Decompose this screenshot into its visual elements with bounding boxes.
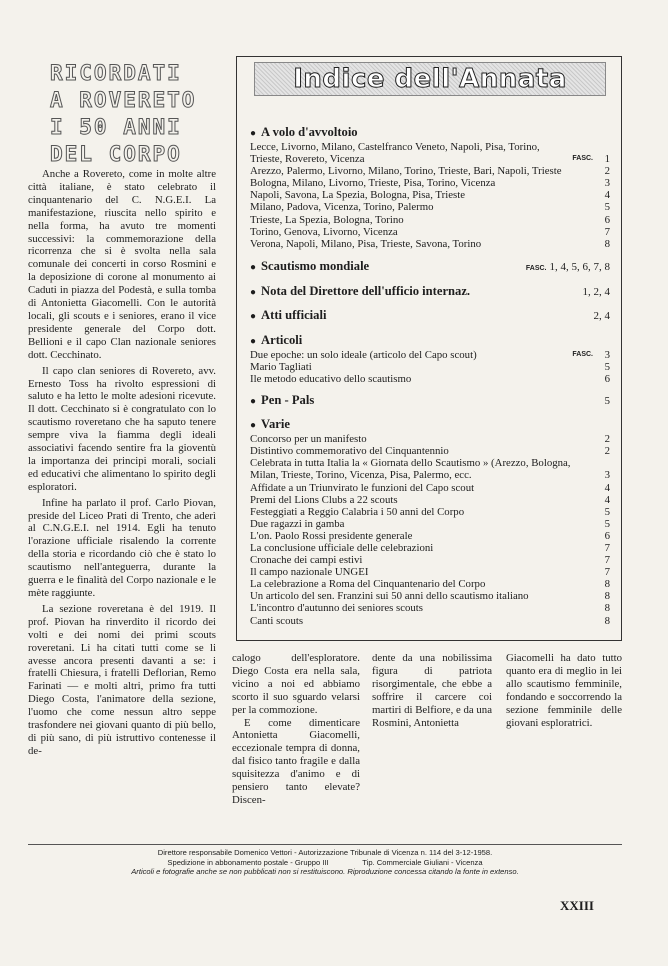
index-entry-text: L'on. Paolo Rossi presidente generale (250, 529, 413, 542)
index-section-heading (250, 284, 610, 300)
index-entry-text: Lecce, Livorno, Milano, Castelfranco Veneto, Napoli, Pisa, Torino, Trieste, Rovereto, Vicenza (250, 141, 540, 166)
article-title-line-1: RICORDATI (50, 61, 182, 85)
index-entry-text: La celebrazione a Roma del Cinquantenario del Corpo (250, 578, 486, 591)
fasc-label: FASC. (572, 350, 593, 358)
index-section-heading (250, 125, 610, 141)
index-entry-page: 8 (604, 614, 610, 627)
bullet-icon: ● (250, 335, 257, 347)
article-body (28, 168, 216, 761)
index-section (250, 308, 610, 324)
index-entry-page: 8 (604, 578, 610, 591)
index-section-pages: 1, 2, 4 (582, 285, 610, 298)
index-entry-text: Canti scouts (250, 614, 304, 627)
index-entry-text: Verona, Napoli, Milano, Pisa, Trieste, Savona, Torino (250, 237, 482, 250)
index-entry (250, 201, 610, 213)
index-entry (250, 445, 610, 457)
index-entry (250, 373, 610, 385)
index-entry-page: 7 (604, 541, 610, 554)
index-section (250, 259, 610, 276)
article-title-line-2: A ROVERETO (50, 88, 197, 112)
index-entry-text: Concorso per un manifesto (250, 433, 367, 446)
imprint-line-2: Spedizione in abbonamento postale - Gruppo III Tip. Commerciale Giuliani - Vicenza (167, 857, 483, 867)
index-entry (250, 361, 610, 373)
index-entry-page: 4 (604, 481, 610, 494)
index-content (250, 117, 610, 627)
fasc-label: FASC. (525, 264, 547, 272)
article-continuation-col-3 (506, 652, 622, 729)
index-entry (250, 602, 610, 614)
article-title-line-4: DEL CORPO (50, 142, 182, 166)
index-section-heading (250, 393, 610, 409)
index-entry-page: 3 (604, 177, 610, 190)
index-entry (250, 518, 610, 530)
index-section-title: Scautismo mondiale (261, 258, 370, 273)
index-section-heading (250, 308, 610, 324)
index-entry-page: 4 (604, 493, 610, 506)
index-entry (250, 457, 610, 481)
index-entry-page: 7 (604, 554, 610, 567)
index-entry-text: Milano, Padova, Vicenza, Torino, Palermo (250, 201, 434, 214)
index-entry (250, 177, 610, 189)
index-section-title: Articoli (261, 332, 303, 347)
index-header (254, 62, 606, 96)
index-entry-page: 1 (604, 153, 610, 166)
article-paragraph: Infine ha parlato il prof. Carlo Piovan, preside del Liceo Prati di Trento, che aderì al C.N.G.E.I. nel 1914. Egli ha tenuto l'orazione ufficiale risalendo la corrente della storia e ricordando ciò che è stato lo scautismo nell'anteguerra, durante la guerra e le finalità del Corpo nazionale e le mète raggiunte. (28, 496, 216, 599)
index-section (250, 125, 610, 250)
index-section-pages: 2, 4 (593, 309, 610, 322)
index-entry (250, 578, 610, 590)
index-entry (250, 141, 610, 165)
index-entry-page: 4 (604, 189, 610, 202)
index-entry-text: Un articolo del sen. Franzini sui 50 anni dello scautismo italiano (250, 590, 529, 603)
index-section-heading (250, 333, 610, 349)
article-title-line-3: I 50 ANNI (50, 115, 182, 139)
article-paragraph: La sezione roveretana è del 1919. Il prof. Piovan ha rinverdito il ricordo dei volti e dei nomi dei primi scouts roveretani. Li ha citati tutti come se li avesse ancora presenti davanti a se: i fratelli Chiesura, i fratelli Deflorian, Remo Farinati — e molti altri, primo fra tutti Diego Costa, l'animatore della sezione, l'uomo che come nessun altro seppe trasfondere nei giovani quanto di più bello, di più sano, di più istruttivo contenesse il de- (28, 602, 216, 757)
index-entry-text: Due epoche: un solo ideale (articolo del Capo scout) (250, 348, 477, 361)
bullet-icon: ● (250, 396, 257, 408)
index-entry-page: 6 (604, 373, 610, 386)
index-entry-text: Festeggiati a Reggio Calabria i 50 anni del Corpo (250, 505, 465, 518)
index-entry (250, 226, 610, 238)
index-entry-page: 5 (604, 505, 610, 518)
article-title (50, 60, 210, 168)
index-section-heading (250, 417, 610, 433)
index-section-pages: 1, 4, 5, 6, 7, 8 (549, 260, 610, 273)
index-section (250, 333, 610, 385)
index-entry-page: 3 (604, 348, 610, 361)
index-section-title: A volo d'avvoltoio (261, 125, 358, 139)
index-entry-text: Napoli, Savona, La Spezia, Bologna, Pisa, Trieste (250, 189, 466, 202)
article-paragraph: Il capo clan seniores di Rovereto, avv. Ernesto Toss ha rivolto espressioni di saluto e ha letto le molte adesioni ricevute. Il dott. Cecchinato si è congratulato con lo scautismo roveretano che ha saputo tenere sempre viva la fiamma degli ideali associativi facendo sentire fra la gioventù la importanza dei principi morali, sociali ed educativi che alimentano lo spirito degli esploratori. (28, 364, 216, 493)
page-number: XXIII (560, 898, 594, 913)
index-entry-text: Bologna, Milano, Livorno, Trieste, Pisa, Torino, Vicenza (250, 177, 496, 190)
bullet-icon: ● (250, 128, 257, 139)
index-section-pages: 5 (604, 395, 610, 408)
article-paragraph: Anche a Rovereto, come in molte altre città italiane, è stato celebrato il cinquantenario del C. N.G.E.I. La manifestazione, riuscita nello spirito e nella forma, ha avuto tre momenti successivi: la commemorazione della ricorrenza che si è svolta nella sala comunale dei concerti in corso Rosmini e la deposizione di corone al monumento ai Caduti in piazza del Podestà, e sulla tomba di Antonietta Giacomelli. Con le autorità locali, gli scouts e i seniores, erano il vice presidente generale del Corpo dott. Bellioni e il capo Clan nazionale seniores dott. Cecchinato. (28, 168, 216, 361)
index-entry (250, 214, 610, 226)
bullet-icon: ● (250, 420, 257, 432)
index-section-title: Pen - Pals (261, 393, 315, 408)
index-entry-text: Trieste, La Spezia, Bologna, Torino (250, 213, 404, 226)
index-entry (250, 615, 610, 627)
index-entry-page: 6 (604, 213, 610, 226)
imprint-line-1: Direttore responsabile Domenico Vettori - Autorizzazione Tribunale di Vicenza n. 114 del 3-12-1958. (157, 848, 493, 857)
index-entry-text: Premi del Lions Clubs a 22 scouts (250, 493, 398, 506)
index-entry-page: 8 (604, 590, 610, 603)
index-entry-text: Il campo nazionale UNGEI (250, 566, 369, 579)
index-entry (250, 530, 610, 542)
index-entry-page: 5 (604, 517, 610, 530)
article-paragraph: Giacomelli ha dato tutto quanto era di meglio in lei allo scautismo femminile, fondando e soccorrendo la sezione femminile delle giovani esploratrici. (506, 652, 622, 729)
article-continuation-col-2 (372, 652, 492, 729)
index-entry (250, 506, 610, 518)
article-paragraph: E come dimenticare Antonietta Giacomelli, eccezionale tempra di donna, dal fisico tanto fragile e dalla squisitezza d'animo e di pensiero tanto elevate? Discen- (232, 716, 360, 806)
index-entry (250, 590, 610, 602)
index-entry (250, 482, 610, 494)
index-entry-text: Affidate a un Triunvirato le funzioni del Capo scout (250, 481, 475, 494)
index-entry-page: 2 (604, 445, 610, 458)
fasc-label: FASC. (572, 155, 593, 163)
index-entry-text: Ile metodo educativo dello scautismo (250, 373, 412, 386)
index-entry-page: 6 (604, 529, 610, 542)
index-entry-page: 2 (604, 433, 610, 446)
article-paragraph: calogo dell'esploratore. Diego Costa era nella sala, vicino a noi ed abbiamo scorto il suo sguardo velarsi per la commozione. (232, 652, 360, 716)
index-entry-text: Due ragazzi in gamba (250, 517, 345, 530)
index-entry (250, 542, 610, 554)
index-section (250, 393, 610, 409)
index-entry-page: 3 (604, 469, 610, 482)
bullet-icon: ● (250, 286, 257, 298)
index-title: Indice dell'Annata (293, 64, 567, 94)
index-entry-text: Celebrata in tutta Italia la « Giornata dello Scautismo » (Arezzo, Bologna, Milan, Trieste, Torino, Vicenza, Pisa, Palermo, ecc. (250, 457, 571, 482)
index-section-title: Varie (261, 417, 290, 432)
index-entry (250, 189, 610, 201)
index-entry (250, 165, 610, 177)
index-entry-page: 5 (604, 201, 610, 214)
imprint-line-3: Articoli e fotografie anche se non pubblicati non si restituiscono. Riproduzione concessa citando la fonte in extenso. (131, 867, 519, 876)
index-entry-text: La conclusione ufficiale delle celebrazioni (250, 541, 434, 554)
index-entry (250, 349, 610, 361)
index-entry-text: Mario Tagliati (250, 360, 312, 373)
index-entry-page: 2 (604, 165, 610, 178)
index-entry-page: 7 (604, 566, 610, 579)
index-section (250, 284, 610, 300)
imprint-footer (28, 844, 622, 877)
bullet-icon: ● (250, 261, 257, 273)
index-entry-text: Torino, Genova, Livorno, Vicenza (250, 225, 398, 238)
index-entry-text: Arezzo, Palermo, Livorno, Milano, Torino, Trieste, Bari, Napoli, Trieste (250, 165, 562, 178)
index-entry (250, 433, 610, 445)
article-paragraph: dente da una nobilissima figura di patriota risorgimentale, che ebbe a soffrire il carcere coi martiri di Belfiore, e da una Rosmini, Antonietta (372, 652, 492, 729)
index-entry (250, 494, 610, 506)
index-entry (250, 566, 610, 578)
index-section (250, 417, 610, 627)
article-continuation-col-1 (232, 652, 360, 807)
index-section-title: Nota del Direttore dell'ufficio internaz. (261, 283, 471, 298)
index-entry-page: 8 (604, 237, 610, 250)
index-entry-text: L'incontro d'autunno dei seniores scouts (250, 602, 424, 615)
index-section-title: Atti ufficiali (261, 307, 327, 322)
index-entry-text: Cronache dei campi estivi (250, 554, 363, 567)
index-entry-text: Distintivo commemorativo del Cinquantennio (250, 445, 449, 458)
index-entry (250, 238, 610, 250)
index-entry-page: 7 (604, 225, 610, 238)
index-entry-page: 5 (604, 360, 610, 373)
index-section-heading (250, 259, 610, 276)
index-entry (250, 554, 610, 566)
bullet-icon: ● (250, 310, 257, 322)
index-entry-page: 8 (604, 602, 610, 615)
